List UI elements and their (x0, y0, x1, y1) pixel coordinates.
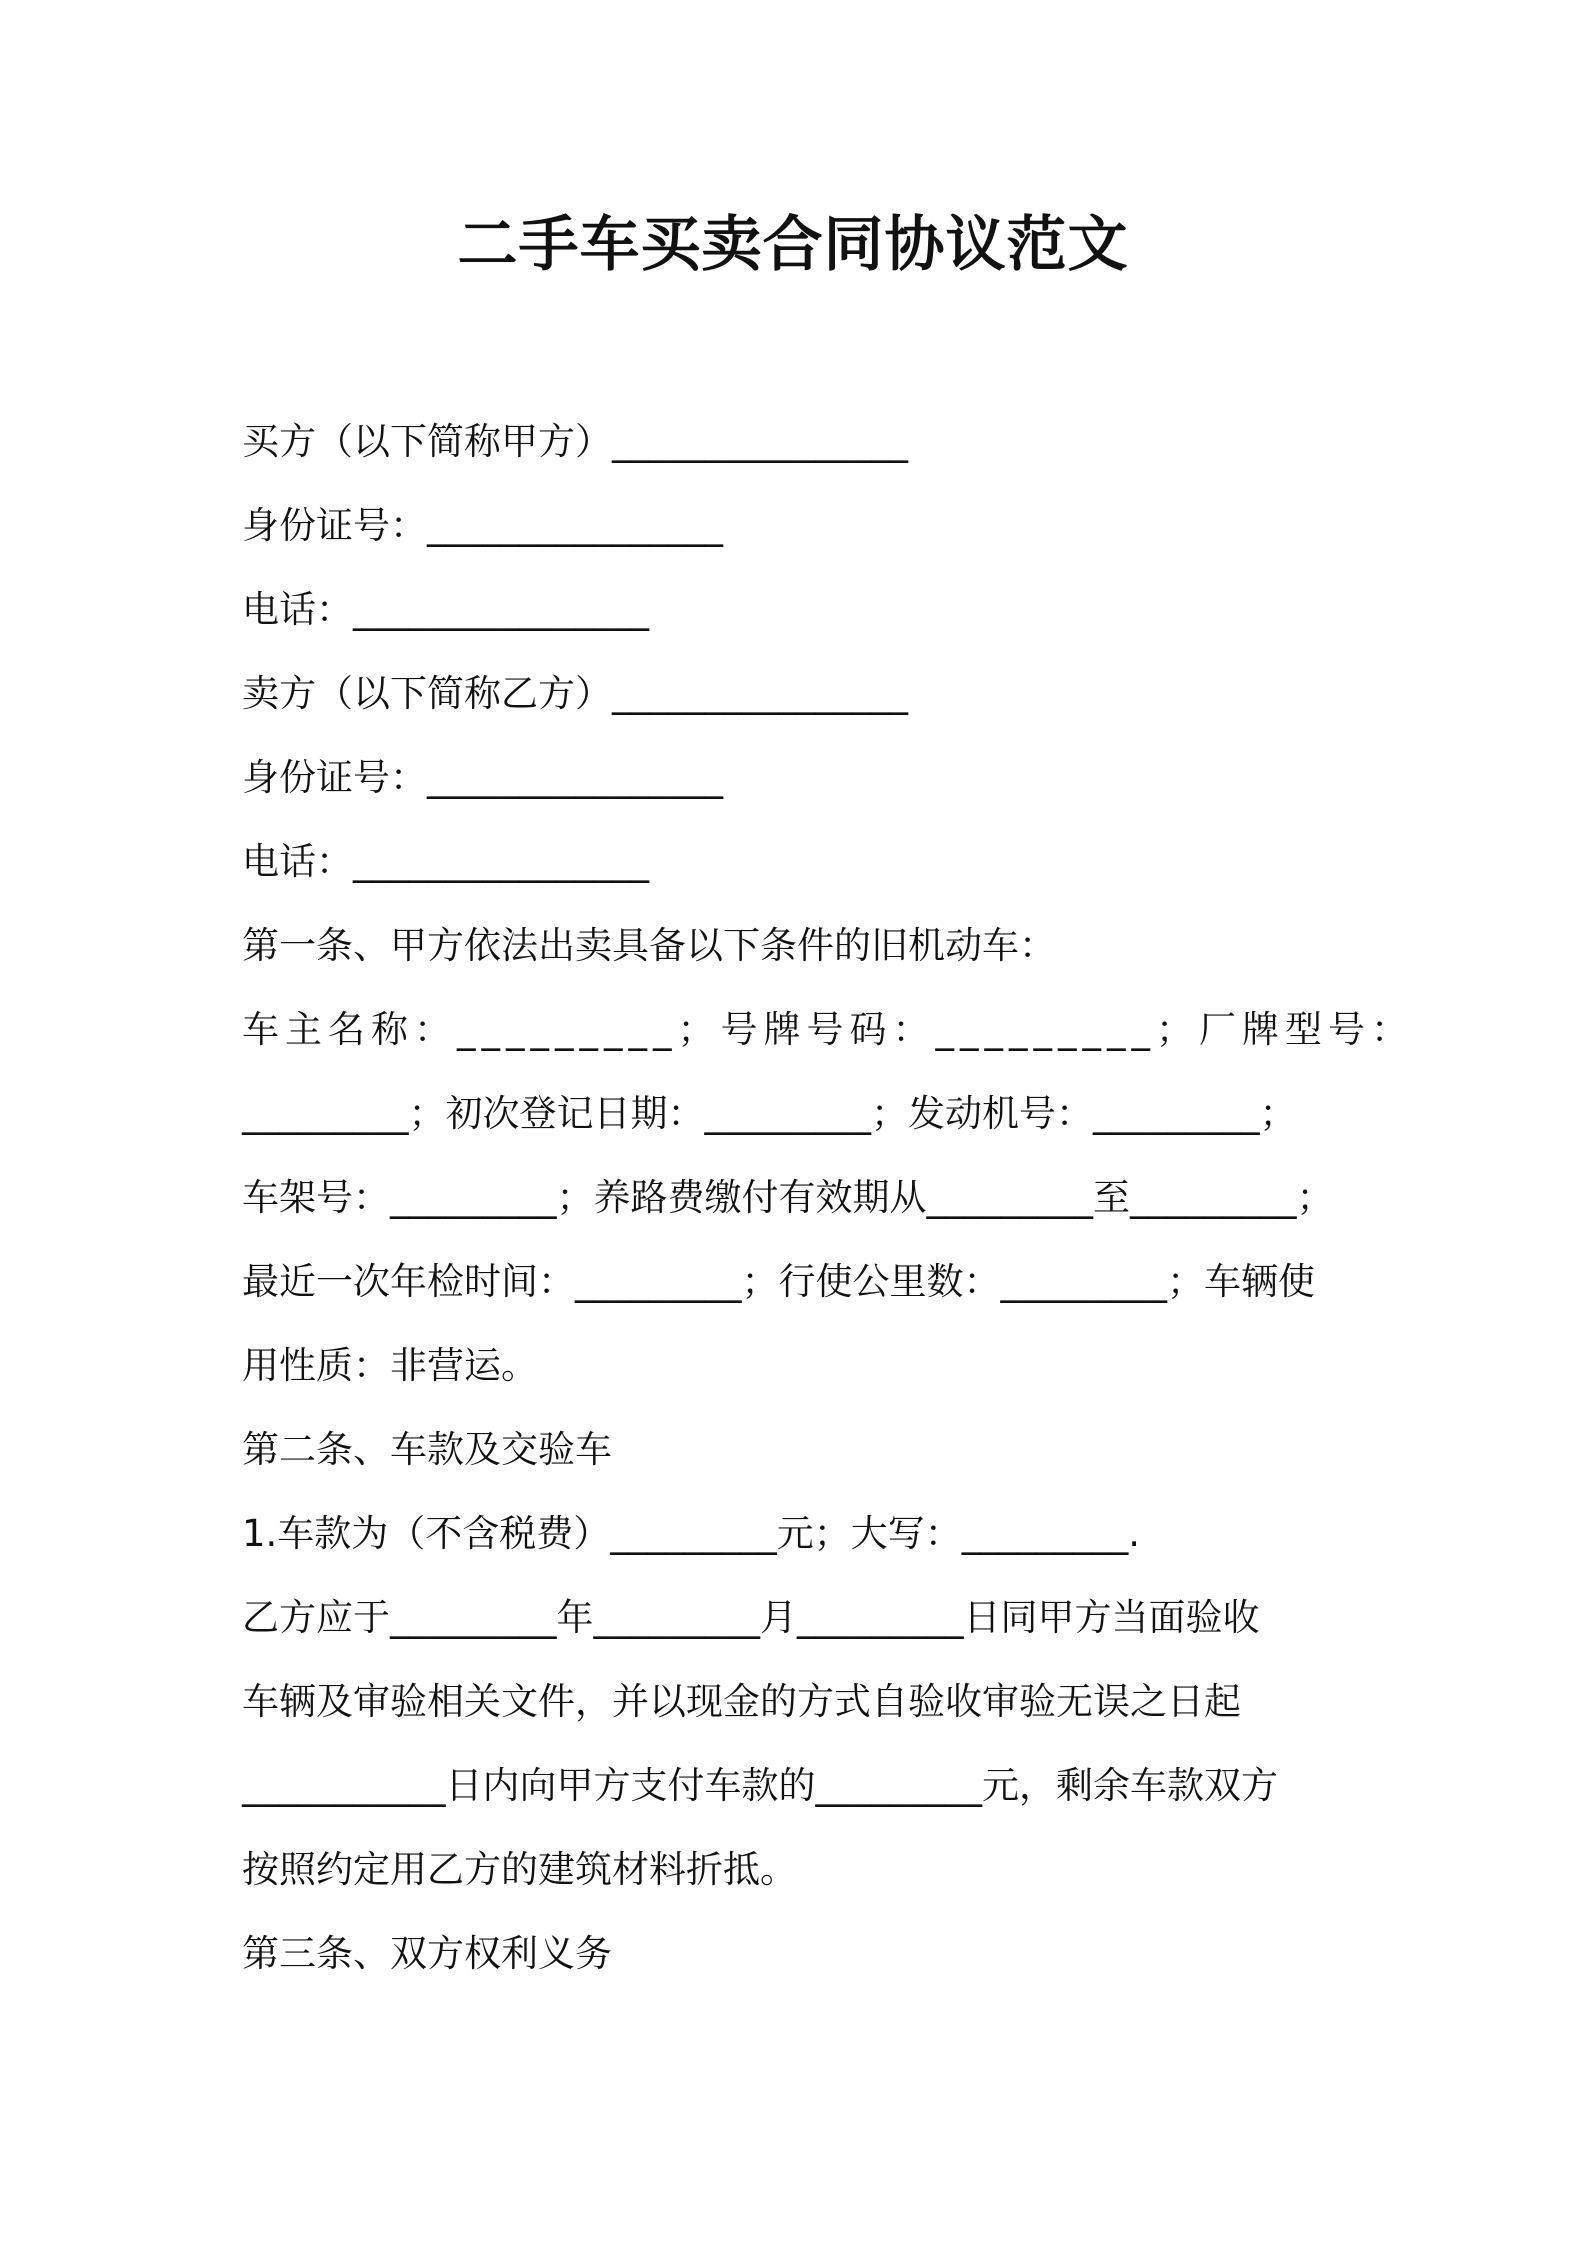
seller-id-line: 身份证号：________________ (242, 756, 723, 799)
article-1-text-line: 车架号：_________；养路费缴付有效期从_________至_________； (242, 1176, 1334, 1219)
article-1-text-line: 最近一次年检时间：_________；行使公里数：_________；车辆使 (242, 1260, 1315, 1303)
article-1-heading: 第一条、甲方依法出卖具备以下条件的旧机动车： (242, 924, 1056, 967)
article-2-text-line: 车辆及审验相关文件，并以现金的方式自验收审验无误之日起 (242, 1680, 1241, 1723)
article-1-text-line: 车主名称：_________；号牌号码：_________；厂牌型号： (242, 1008, 1414, 1051)
seller-line: 卖方（以下简称乙方）________________ (242, 672, 908, 715)
article-1-text-line: 用性质：非营运。 (242, 1344, 538, 1387)
document-title: 二手车买卖合同协议范文 (457, 210, 1129, 280)
article-2-text-line: ___________日内向甲方支付车款的_________元，剩余车款双方 (242, 1764, 1278, 1807)
article-2-text-line: 乙方应于_________年_________月_________日同甲方当面验收 (242, 1596, 1260, 1639)
seller-phone-line: 电话：________________ (242, 840, 649, 883)
article-1-text-line: _________；初次登记日期：_________；发动机号：_________； (242, 1092, 1297, 1135)
buyer-id-line: 身份证号：________________ (242, 504, 723, 547)
buyer-line: 买方（以下简称甲方）________________ (242, 420, 908, 463)
document-body (242, 400, 1414, 1996)
article-2-heading: 第二条、车款及交验车 (242, 1428, 612, 1471)
article-2-text-line: 按照约定用乙方的建筑材料折抵。 (242, 1848, 797, 1891)
buyer-phone-line: 电话：________________ (242, 588, 649, 631)
article-2-text-line: 1.车款为（不含税费）_________元；大写：_________. (242, 1512, 1141, 1555)
article-3-heading: 第三条、双方权利义务 (242, 1932, 612, 1975)
